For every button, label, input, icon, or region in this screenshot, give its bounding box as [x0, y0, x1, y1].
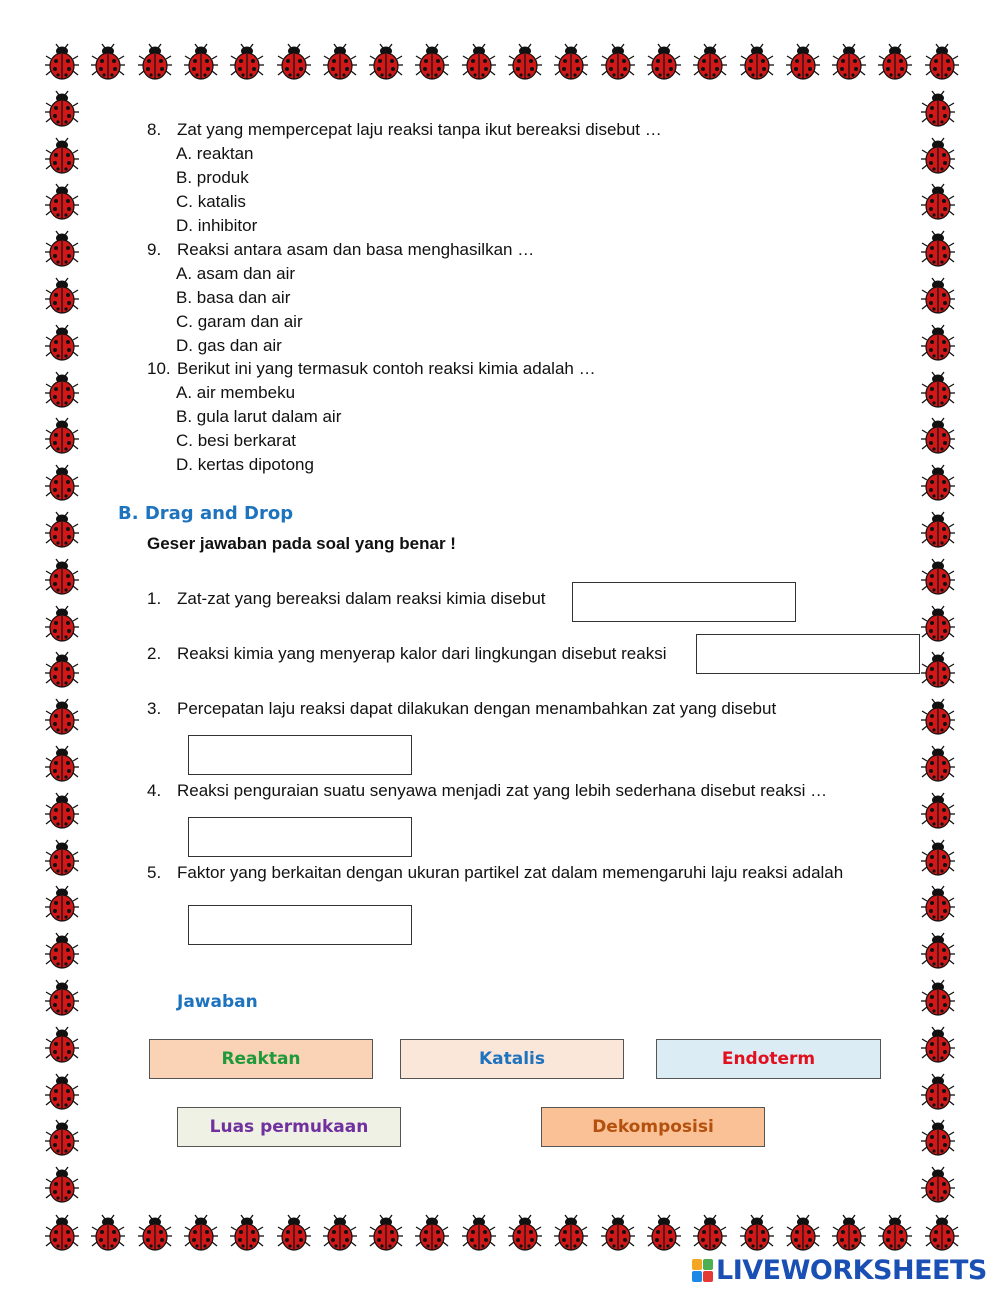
option-10c: C. besi berkarat [176, 431, 296, 450]
question-text: Percepatan laju reaksi dapat dilakukan dengan menambahkan zat yang disebut [177, 699, 777, 718]
question-number: 1. [147, 589, 162, 608]
question-number: 5. [147, 863, 162, 882]
question-number: 4. [147, 781, 162, 800]
option-10a: A. air membeku [176, 383, 296, 402]
question-text: Zat yang mempercepat laju reaksi tanpa ikut bereaksi disebut … [177, 120, 662, 139]
drop-box-4[interactable] [188, 817, 412, 857]
drop-box-1[interactable] [572, 582, 796, 622]
ladybug-icon [647, 1214, 681, 1252]
option-10d: D. kertas dipotong [176, 455, 314, 474]
ladybug-icon [921, 792, 955, 830]
question-text: Zat-zat yang bereaksi dalam reaksi kimia disebut [177, 589, 546, 608]
question-text: Reaksi kimia yang menyerap kalor dari lingkungan disebut reaksi [177, 644, 667, 663]
dd-question-3 [147, 697, 776, 721]
ladybug-icon [45, 839, 79, 877]
ladybug-icon [45, 792, 79, 830]
ladybug-icon [45, 137, 79, 175]
ladybug-icon [45, 1119, 79, 1157]
ladybug-icon [45, 324, 79, 362]
mc-question-10 [147, 357, 596, 381]
ladybug-icon [554, 43, 588, 81]
ladybug-icon [921, 324, 955, 362]
ladybug-icon [740, 1214, 774, 1252]
ladybug-icon [508, 43, 542, 81]
ladybug-icon [45, 230, 79, 268]
ladybug-icon [45, 745, 79, 783]
ladybug-icon [921, 371, 955, 409]
dd-question-2 [147, 642, 666, 666]
option-9b: B. basa dan air [176, 288, 291, 307]
ladybug-icon [184, 43, 218, 81]
dd-question-5 [147, 861, 843, 885]
ladybug-icon [138, 43, 172, 81]
ladybug-icon [45, 183, 79, 221]
ladybug-icon [921, 745, 955, 783]
ladybug-icon [921, 1073, 955, 1111]
ladybug-icon [921, 230, 955, 268]
ladybug-icon [921, 511, 955, 549]
question-text: Berikut ini yang termasuk contoh reaksi kimia adalah … [177, 359, 596, 378]
ladybug-icon [921, 183, 955, 221]
ladybug-icon [925, 1214, 959, 1252]
question-number: 3. [147, 699, 162, 718]
ladybug-icon [277, 1214, 311, 1252]
ladybug-icon [45, 511, 79, 549]
question-text: Reaksi antara asam dan basa menghasilkan … [177, 240, 535, 259]
ladybug-icon [693, 43, 727, 81]
question-text: Reaksi penguraian suatu senyawa menjadi zat yang lebih sederhana disebut reaksi … [177, 781, 828, 800]
ladybug-icon [415, 1214, 449, 1252]
ladybug-icon [45, 1214, 79, 1252]
ladybug-icon [921, 417, 955, 455]
ladybug-icon [921, 979, 955, 1017]
option-9c: C. garam dan air [176, 312, 303, 331]
ladybug-icon [45, 1166, 79, 1204]
drop-box-2[interactable] [696, 634, 920, 674]
ladybug-icon [921, 651, 955, 689]
question-number: 9. [147, 240, 162, 259]
ladybug-icon [921, 1166, 955, 1204]
option-10b: B. gula larut dalam air [176, 407, 342, 426]
ladybug-icon [45, 90, 79, 128]
ladybug-icon [138, 1214, 172, 1252]
ladybug-icon [921, 137, 955, 175]
ladybug-icon [323, 1214, 357, 1252]
answers-title: Jawaban [177, 992, 258, 1012]
answer-label: Dekomposisi [592, 1117, 714, 1137]
option-9a: A. asam dan air [176, 264, 296, 283]
mc-question-9 [147, 238, 534, 262]
ladybug-icon [921, 464, 955, 502]
option-8c: C. katalis [176, 192, 246, 211]
ladybug-icon [921, 605, 955, 643]
answer-chip-luas-permukaan[interactable] [177, 1107, 401, 1147]
answer-label: Reaktan [221, 1049, 301, 1069]
ladybug-icon [323, 43, 357, 81]
ladybug-icon [45, 932, 79, 970]
option-9d: D. gas dan air [176, 336, 282, 355]
drop-box-5[interactable] [188, 905, 412, 945]
ladybug-icon [45, 979, 79, 1017]
ladybug-icon [921, 277, 955, 315]
section-title: B. Drag and Drop [118, 503, 294, 524]
mc-question-8 [147, 118, 662, 142]
ladybug-icon [91, 43, 125, 81]
ladybug-icon [921, 90, 955, 128]
answer-chip-katalis[interactable] [400, 1039, 624, 1079]
ladybug-icon [230, 1214, 264, 1252]
question-text: Faktor yang berkaitan dengan ukuran partikel zat dalam memengaruhi laju reaksi adalah [177, 863, 844, 882]
drop-box-3[interactable] [188, 735, 412, 775]
option-8d: D. inhibitor [176, 216, 258, 235]
ladybug-icon [921, 1119, 955, 1157]
ladybug-icon [921, 885, 955, 923]
ladybug-icon [925, 43, 959, 81]
ladybug-icon [45, 1073, 79, 1111]
ladybug-icon [277, 43, 311, 81]
question-number: 2. [147, 644, 162, 663]
ladybug-icon [462, 43, 496, 81]
ladybug-icon [45, 651, 79, 689]
answer-label: Endoterm [721, 1049, 816, 1069]
ladybug-icon [693, 1214, 727, 1252]
ladybug-icon [786, 43, 820, 81]
ladybug-icon [554, 1214, 588, 1252]
ladybug-icon [740, 43, 774, 81]
ladybug-icon [832, 43, 866, 81]
ladybug-icon [45, 885, 79, 923]
ladybug-icon [786, 1214, 820, 1252]
ladybug-icon [369, 1214, 403, 1252]
ladybug-icon [91, 1214, 125, 1252]
ladybug-icon [45, 605, 79, 643]
ladybug-icon [832, 1214, 866, 1252]
option-8a: A. reaktan [176, 144, 254, 163]
logo-badge-icon [692, 1259, 713, 1282]
answer-label: Luas permukaan [209, 1117, 369, 1137]
ladybug-icon [45, 417, 79, 455]
ladybug-icon [45, 698, 79, 736]
answer-chip-dekomposisi[interactable] [541, 1107, 765, 1147]
ladybug-icon [601, 43, 635, 81]
question-number: 10. [147, 359, 171, 378]
ladybug-icon [508, 1214, 542, 1252]
logo-text: LIVEWORKSHEETS [716, 1255, 987, 1286]
ladybug-icon [45, 277, 79, 315]
ladybug-icon [45, 371, 79, 409]
ladybug-icon [647, 43, 681, 81]
answer-label: Katalis [478, 1049, 546, 1069]
ladybug-icon [45, 43, 79, 81]
ladybug-icon [415, 43, 449, 81]
ladybug-icon [184, 1214, 218, 1252]
ladybug-icon [921, 1026, 955, 1064]
ladybug-icon [45, 464, 79, 502]
ladybug-icon [601, 1214, 635, 1252]
ladybug-icon [878, 1214, 912, 1252]
liveworksheets-logo [692, 1255, 987, 1286]
dd-question-1 [147, 587, 546, 611]
ladybug-icon [878, 43, 912, 81]
answer-chip-endoterm[interactable] [656, 1039, 881, 1079]
ladybug-icon [921, 558, 955, 596]
ladybug-icon [45, 1026, 79, 1064]
ladybug-icon [462, 1214, 496, 1252]
ladybug-icon [45, 558, 79, 596]
ladybug-icon [921, 839, 955, 877]
answer-chip-reaktan[interactable] [149, 1039, 373, 1079]
question-number: 8. [147, 120, 162, 139]
instruction-text: Geser jawaban pada soal yang benar ! [147, 534, 456, 553]
ladybug-icon [369, 43, 403, 81]
ladybug-icon [921, 932, 955, 970]
dd-question-4 [147, 779, 827, 803]
ladybug-icon [921, 698, 955, 736]
option-8b: B. produk [176, 168, 249, 187]
ladybug-icon [230, 43, 264, 81]
